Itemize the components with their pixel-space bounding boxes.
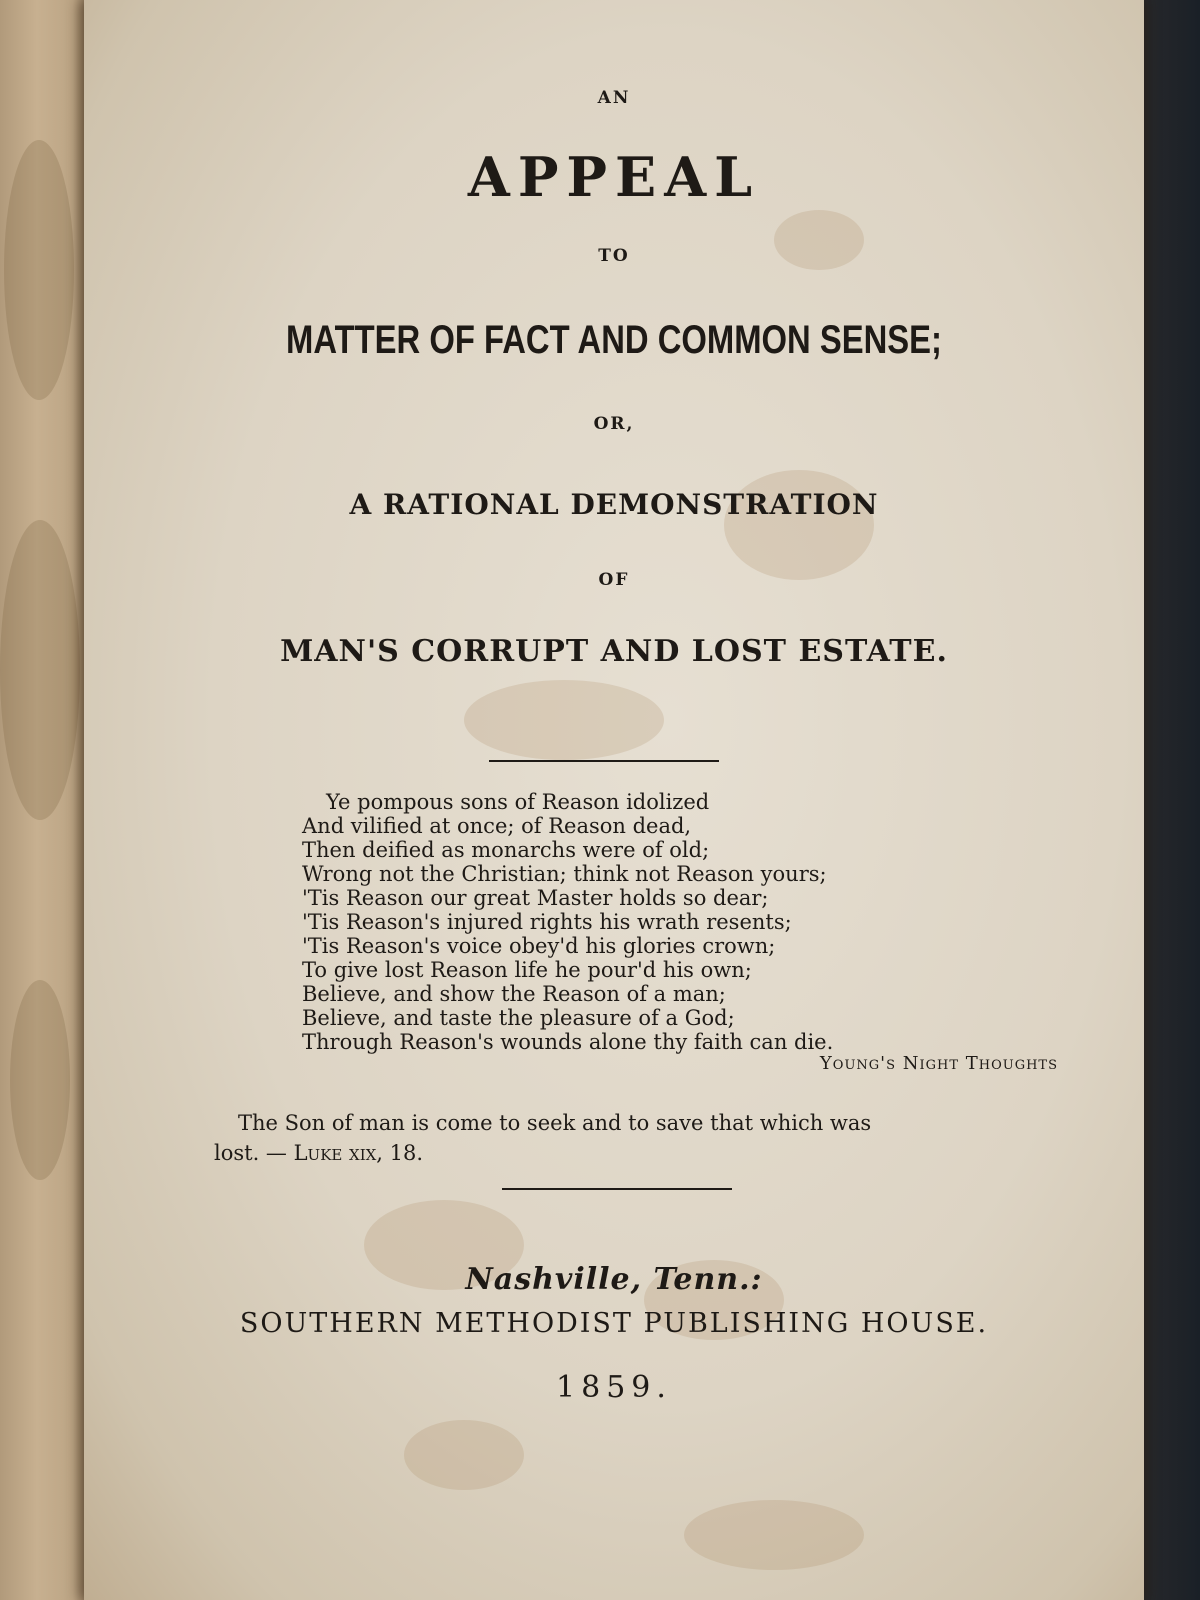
title-subject: MATTER OF FACT AND COMMON SENSE; bbox=[286, 318, 942, 362]
poem-line: Through Reason's wounds alone thy faith can die. bbox=[302, 1030, 834, 1054]
scripture-line-1: The Son of man is come to seek and to save that which was bbox=[238, 1111, 872, 1135]
poem-line: Then deified as monarchs were of old; bbox=[302, 838, 710, 862]
poem-line: And vilified at once; of Reason dead, bbox=[302, 814, 692, 838]
poem-line: 'Tis Reason's voice obey'd his glories crown; bbox=[302, 934, 776, 958]
imprint-place: Nashville, Tenn.: bbox=[465, 1262, 763, 1297]
poem-attribution: Young's Night Thoughts bbox=[819, 1053, 1058, 1074]
imprint-publisher: SOUTHERN METHODIST PUBLISHING HOUSE. bbox=[239, 1308, 989, 1339]
foxing-stain bbox=[684, 1500, 864, 1570]
poem-line: To give lost Reason life he pour'd his own; bbox=[302, 958, 752, 982]
scripture-reference: Luke xix, 18. bbox=[293, 1141, 424, 1165]
facing-page-edge bbox=[0, 0, 92, 1600]
poem-line: 'Tis Reason our great Master holds so dear; bbox=[302, 886, 769, 910]
word-or: OR, bbox=[593, 414, 635, 434]
imprint-year: 1859. bbox=[556, 1370, 672, 1405]
rule-top bbox=[489, 760, 719, 762]
title-appeal: APPEAL bbox=[467, 145, 761, 209]
foxing-stain bbox=[404, 1420, 524, 1490]
stain bbox=[0, 520, 80, 820]
foxing-stain bbox=[724, 470, 874, 580]
poem-line: 'Tis Reason's injured rights his wrath resents; bbox=[302, 910, 792, 934]
rule-bottom bbox=[502, 1188, 732, 1190]
foxing-stain bbox=[464, 680, 664, 760]
word-an: AN bbox=[597, 88, 631, 108]
poem-line: Believe, and show the Reason of a man; bbox=[302, 982, 726, 1006]
word-of: OF bbox=[598, 570, 630, 590]
scripture-quote bbox=[214, 1108, 994, 1168]
title-page bbox=[84, 0, 1144, 1600]
word-to: TO bbox=[598, 246, 630, 266]
scripture-line-2-text: lost. — bbox=[214, 1141, 294, 1165]
epigraph-poem bbox=[302, 790, 833, 1054]
scripture-line-2 bbox=[214, 1138, 994, 1168]
poem-line: Believe, and taste the pleasure of a God; bbox=[302, 1006, 735, 1030]
poem-line: Ye pompous sons of Reason idolized bbox=[326, 790, 710, 814]
subtitle-rational-demonstration: A RATIONAL DEMONSTRATION bbox=[349, 488, 879, 521]
poem-line: Wrong not the Christian; think not Reason yours; bbox=[302, 862, 827, 886]
stain bbox=[4, 140, 74, 400]
subtitle-lost-estate: MAN'S CORRUPT AND LOST ESTATE. bbox=[280, 634, 948, 669]
stain bbox=[10, 980, 70, 1180]
